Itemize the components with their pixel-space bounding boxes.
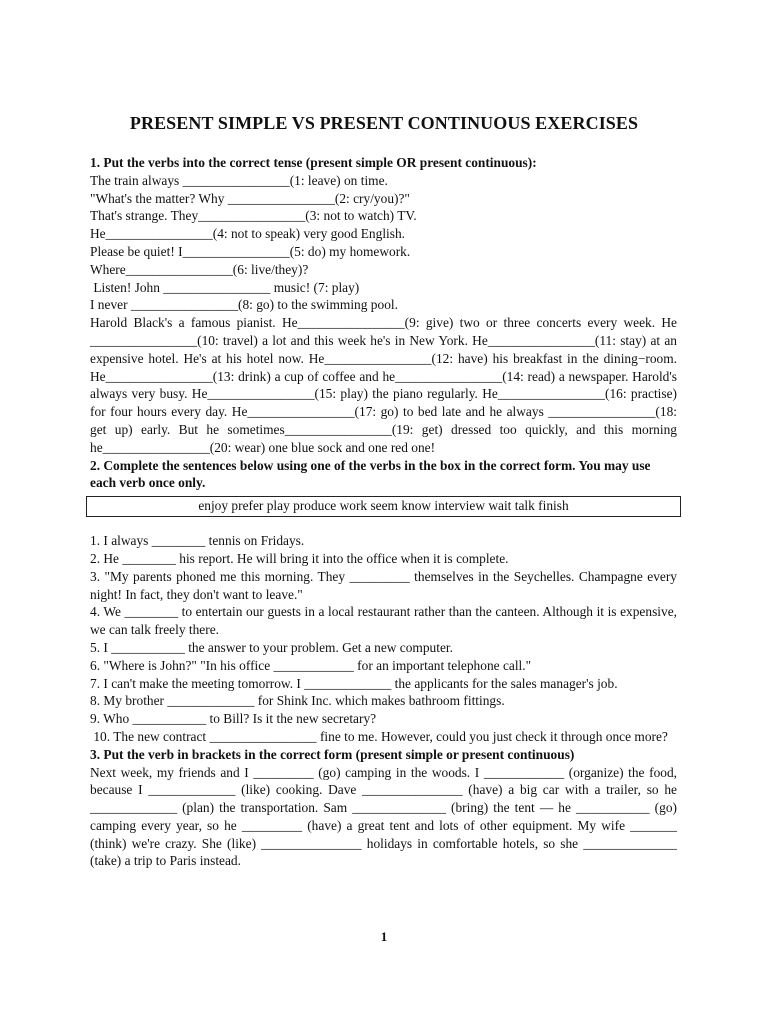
worksheet-content <box>90 154 677 870</box>
exercise-line: Listen! John ________________ music! (7: play) <box>90 279 360 295</box>
exercise-item: 2. He ________ his report. He will bring it into the office when it is complete. <box>90 550 509 566</box>
exercise-item: 10. The new contract ________________ fine to me. However, could you just check it through once more? <box>90 728 668 744</box>
page-title: PRESENT SIMPLE VS PRESENT CONTINUOUS EXERCISES <box>129 113 639 133</box>
exercise-line: That's strange. They________________(3: not to watch) TV. <box>90 208 417 224</box>
exercise-line: "What's the matter? Why ________________(2: cry/you)?" <box>90 190 410 206</box>
exercise-line: Where________________(6: live/they)? <box>90 261 309 277</box>
section3-paragraph: Next week, my friends and I _________ (go) camping in the woods. I ____________ (organize) the food, because I _____________ (like) cooking. Dave _______________ (have) a big car with a trailer, so he _____________ (plan) the transportation. Sam ______________ (bring) the tent — he ___________ (go) camping every year, so he _________ (have) a great tent and lots of other equipment. My wife _______ (think) we're crazy. She (like) _______________ holidays in comfortable hotels, so she ______________ (take) a trip to Paris instead. <box>90 764 677 869</box>
exercise-line: I never ________________(8: go) to the swimming pool. <box>90 297 398 313</box>
exercise-line: The train always ________________(1: leave) on time. <box>90 172 388 188</box>
exercise-line: He________________(4: not to speak) very good English. <box>90 226 406 242</box>
exercise-item: 4. We ________ to entertain our guests in a local restaurant rather than the canteen. Although it is expensive, we can talk freely there. <box>90 604 677 638</box>
exercise-item: 5. I ___________ the answer to your problem. Get a new computer. <box>90 639 453 655</box>
section1-paragraph: Harold Black's a famous pianist. He________________(9: give) two or three concerts every week. He ________________(10: travel) a lot and this week he's in New York. He________________(11: stay) at an expensive hotel. He's at his hotel now. He________________(12: have) his breakfast in the dining−room. He________________(13: drink) a cup of coffee and he________________(14: read) a newspaper. Harold's always very busy. He________________(15: play) the piano regularly. He________________(16: practise) for four hours every day. He________________(17: go) to bed late and he always ________________(18: get up) early. But he sometimes________________(19: get) dressed too quickly, and this morning he________________(20: wear) one blue sock and one red one! <box>90 315 677 455</box>
exercise-item: 6. "Where is John?" "In his office ____________ for an important telephone call." <box>90 657 532 673</box>
exercise-item: 8. My brother _____________ for Shink Inc. which makes bathroom fittings. <box>90 693 505 709</box>
section3-heading: 3. Put the verb in brackets in the correct form (present simple or present continuous) <box>90 746 575 762</box>
section1-heading: 1. Put the verbs into the correct tense (present simple OR present continuous): <box>90 155 537 170</box>
exercise-item: 9. Who ___________ to Bill? Is it the new secretary? <box>90 711 377 727</box>
exercise-item: 3. "My parents phoned me this morning. They _________ themselves in the Seychelles. Champagne every night! In fact, they don't want to leave." <box>90 568 677 602</box>
exercise-item: 1. I always ________ tennis on Fridays. <box>90 533 305 549</box>
page-number: 1 <box>380 929 388 944</box>
exercise-item: 7. I can't make the meeting tomorrow. I _____________ the applicants for the sales manager's job. <box>90 675 618 691</box>
verb-box: enjoy prefer play produce work seem know interview wait talk finish <box>86 496 681 517</box>
section2-heading: 2. Complete the sentences below using one of the verbs in the box in the correct form. You may use each verb once only. <box>90 457 651 491</box>
exercise-line: Please be quiet! I________________(5: do) my homework. <box>90 243 411 259</box>
